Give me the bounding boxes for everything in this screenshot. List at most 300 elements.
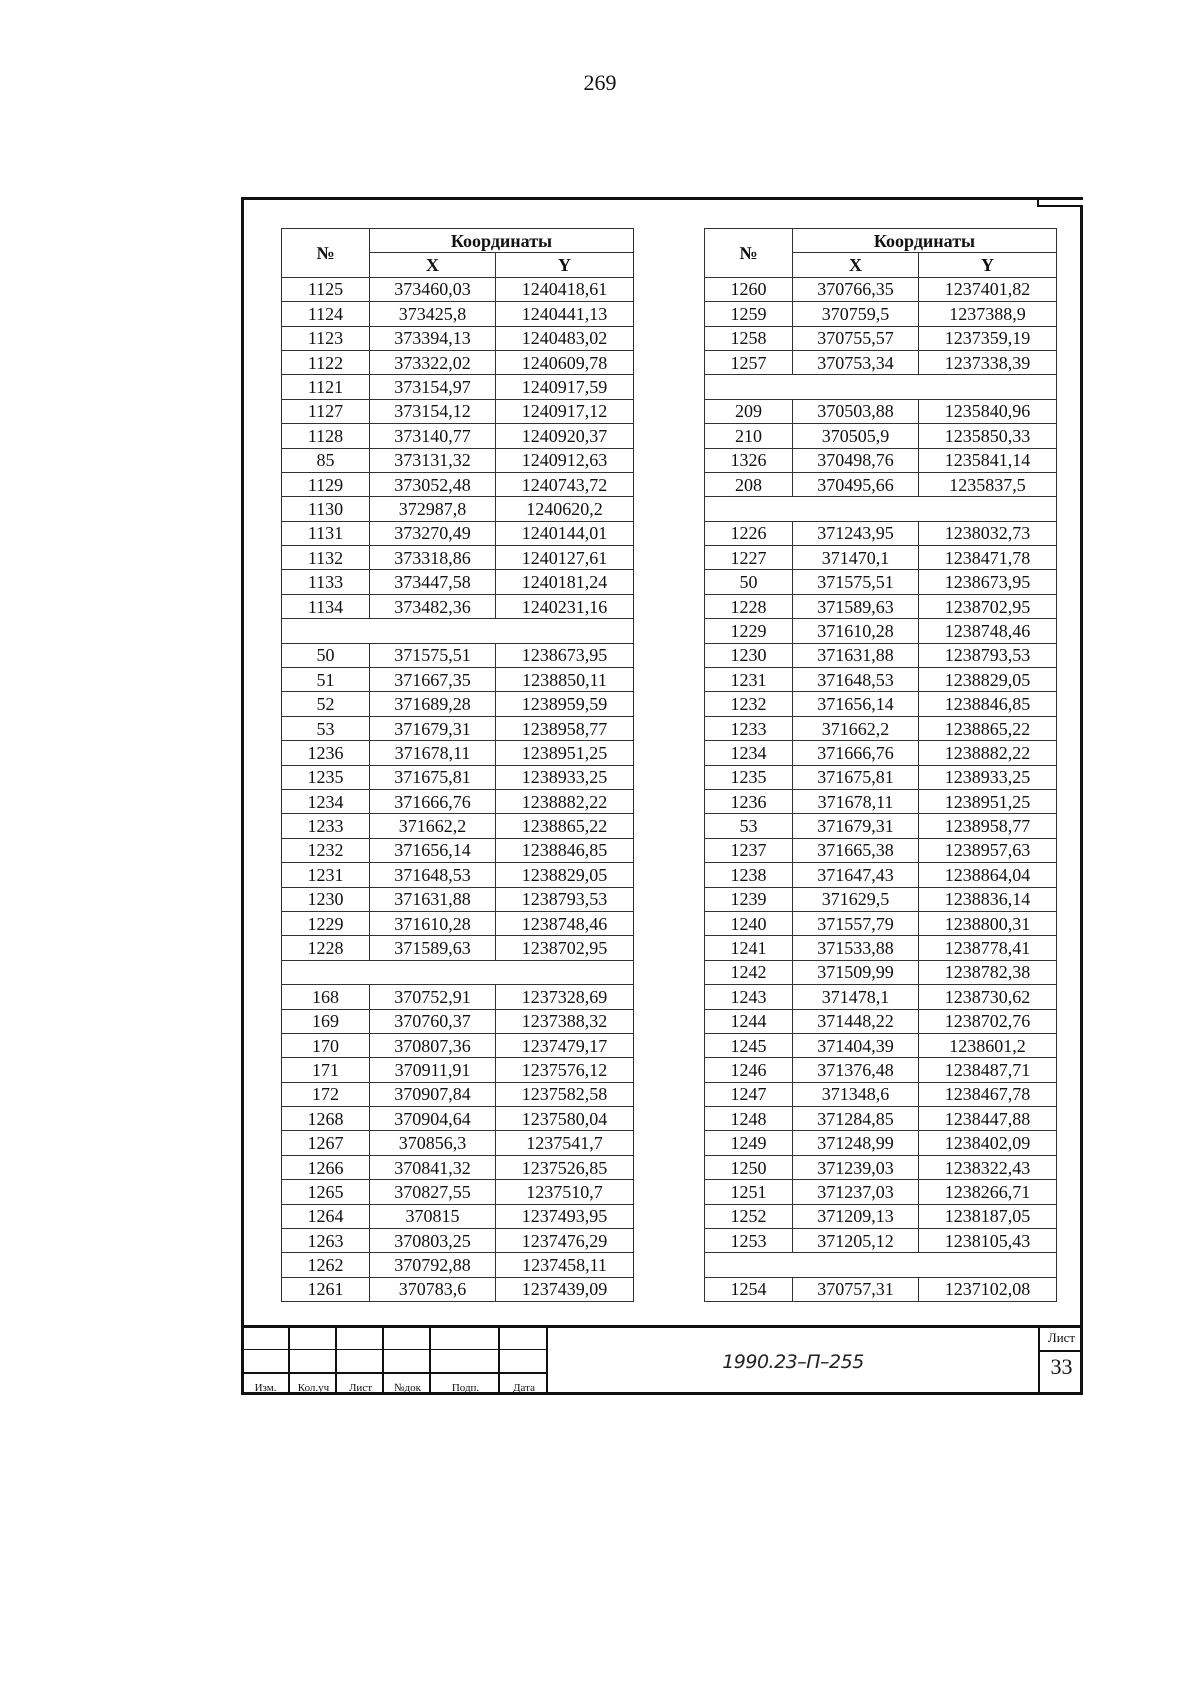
point-number-cell: 50: [705, 570, 793, 594]
separator-cell: [705, 1253, 1057, 1277]
point-number-cell: 1249: [705, 1131, 793, 1155]
point-number-cell: 1234: [705, 741, 793, 765]
point-number-cell: 168: [282, 985, 370, 1009]
point-number-cell: 1134: [282, 594, 370, 618]
y-cell: 1237328,69: [496, 985, 634, 1009]
frame-corner-tab: [1037, 197, 1083, 207]
point-number-cell: 52: [282, 692, 370, 716]
y-cell: 1237401,82: [919, 277, 1057, 301]
y-cell: 1240743,72: [496, 472, 634, 496]
y-cell: 1238836,14: [919, 887, 1057, 911]
point-number-cell: 1229: [705, 619, 793, 643]
x-cell: 370803,25: [370, 1229, 496, 1253]
point-number-cell: 53: [705, 814, 793, 838]
y-cell: 1238793,53: [496, 887, 634, 911]
x-cell: 371248,99: [793, 1131, 919, 1155]
y-cell: 1237476,29: [496, 1229, 634, 1253]
table-row: [282, 863, 634, 887]
y-cell: 1237388,9: [919, 302, 1057, 326]
y-cell: 1237580,04: [496, 1107, 634, 1131]
y-cell: 1238951,25: [496, 741, 634, 765]
x-cell: 373394,13: [370, 326, 496, 350]
point-number-cell: 1236: [705, 789, 793, 813]
x-cell: 371239,03: [793, 1155, 919, 1179]
y-cell: 1238748,46: [919, 619, 1057, 643]
x-cell: 370783,6: [370, 1277, 496, 1301]
y-cell: 1240231,16: [496, 594, 634, 618]
table-row: [282, 1180, 634, 1204]
table-row: [282, 472, 634, 496]
x-cell: 371243,95: [793, 521, 919, 545]
x-cell: 371648,53: [793, 668, 919, 692]
x-cell: 371470,1: [793, 546, 919, 570]
x-cell: 372987,8: [370, 497, 496, 521]
qty-label: Кол.уч: [297, 1382, 330, 1394]
table-row: [282, 399, 634, 423]
x-cell: 373140,77: [370, 424, 496, 448]
separator-cell: [282, 960, 634, 984]
table-row: [705, 399, 1057, 423]
table-row: [282, 350, 634, 374]
y-cell: 1238778,41: [919, 936, 1057, 960]
table-row: [282, 985, 634, 1009]
y-cell: 1237526,85: [496, 1155, 634, 1179]
table-row: [705, 1204, 1057, 1228]
y-cell: 1240483,02: [496, 326, 634, 350]
y-cell: 1240609,78: [496, 350, 634, 374]
x-cell: 371648,53: [370, 863, 496, 887]
point-number-cell: 1251: [705, 1180, 793, 1204]
point-number-cell: 1263: [282, 1229, 370, 1253]
coordinates-column-header: Координаты: [370, 229, 634, 253]
coordinates-column-header: Координаты: [793, 229, 1057, 253]
number-column-header: №: [705, 229, 793, 278]
y-cell: 1237541,7: [496, 1131, 634, 1155]
table-row: [705, 277, 1057, 301]
y-cell: 1237493,95: [496, 1204, 634, 1228]
sheet-col-label: Лист: [348, 1382, 373, 1394]
table-row: [282, 594, 634, 618]
x-cell: 371284,85: [793, 1107, 919, 1131]
y-cell: 1238447,88: [919, 1107, 1057, 1131]
table-row: [282, 326, 634, 350]
x-cell: 371509,99: [793, 960, 919, 984]
point-number-cell: 1128: [282, 424, 370, 448]
point-number-cell: 1240: [705, 911, 793, 935]
y-cell: 1238266,71: [919, 1180, 1057, 1204]
table-row: [282, 375, 634, 399]
point-number-cell: 1129: [282, 472, 370, 496]
table-row: [282, 1229, 634, 1253]
y-cell: 1235841,14: [919, 448, 1057, 472]
y-cell: 1237576,12: [496, 1058, 634, 1082]
table-row: [705, 302, 1057, 326]
x-cell: 373270,49: [370, 521, 496, 545]
x-cell: 370904,64: [370, 1107, 496, 1131]
y-cell: 1240920,37: [496, 424, 634, 448]
x-cell: 371589,63: [793, 594, 919, 618]
point-number-cell: 1254: [705, 1277, 793, 1301]
point-number-cell: 1121: [282, 375, 370, 399]
y-cell: 1238882,22: [919, 741, 1057, 765]
y-cell: 1235840,96: [919, 399, 1057, 423]
table-row: [705, 863, 1057, 887]
y-cell: 1240620,2: [496, 497, 634, 521]
table-row: [282, 1009, 634, 1033]
x-cell: 371675,81: [370, 765, 496, 789]
y-cell: 1238402,09: [919, 1131, 1057, 1155]
x-cell: 371205,12: [793, 1229, 919, 1253]
point-number-cell: 1237: [705, 838, 793, 862]
point-number-cell: 1253: [705, 1229, 793, 1253]
table-row: [282, 911, 634, 935]
x-cell: 371557,79: [793, 911, 919, 935]
table-row: [705, 1155, 1057, 1179]
table-row: [705, 1033, 1057, 1057]
y-cell: 1238829,05: [919, 668, 1057, 692]
y-cell: 1238958,77: [496, 716, 634, 740]
point-number-cell: 1244: [705, 1009, 793, 1033]
table-row: [282, 1155, 634, 1179]
y-cell: 1238846,85: [496, 838, 634, 862]
table-row: [282, 1277, 634, 1301]
x-cell: 371448,22: [793, 1009, 919, 1033]
table-separator-row: [705, 375, 1057, 399]
point-number-cell: 1229: [282, 911, 370, 935]
table-row: [705, 911, 1057, 935]
table-row: [705, 1180, 1057, 1204]
y-cell: 1238933,25: [496, 765, 634, 789]
table-row: [282, 936, 634, 960]
table-row: [282, 277, 634, 301]
x-cell: 371666,76: [793, 741, 919, 765]
x-cell: 371348,6: [793, 1082, 919, 1106]
y-cell: 1237388,32: [496, 1009, 634, 1033]
point-number-cell: 1231: [705, 668, 793, 692]
point-number-cell: 1125: [282, 277, 370, 301]
table-row: [282, 1107, 634, 1131]
x-cell: 371667,35: [370, 668, 496, 692]
point-number-cell: 1232: [705, 692, 793, 716]
x-cell: 371589,63: [370, 936, 496, 960]
x-cell: 371631,88: [370, 887, 496, 911]
table-row: [282, 1058, 634, 1082]
y-cell: 1238322,43: [919, 1155, 1057, 1179]
point-number-cell: 169: [282, 1009, 370, 1033]
point-number-cell: 1259: [705, 302, 793, 326]
x-cell: 373447,58: [370, 570, 496, 594]
x-cell: 371665,38: [793, 838, 919, 862]
x-cell: 370505,9: [793, 424, 919, 448]
y-cell: 1238957,63: [919, 838, 1057, 862]
x-cell: 371675,81: [793, 765, 919, 789]
x-cell: 373322,02: [370, 350, 496, 374]
y-cell: 1237510,7: [496, 1180, 634, 1204]
table-row: [705, 960, 1057, 984]
y-cell: 1238105,43: [919, 1229, 1057, 1253]
point-number-cell: 1132: [282, 546, 370, 570]
table-row: [705, 1009, 1057, 1033]
table-row: [705, 716, 1057, 740]
y-cell: 1238850,11: [496, 668, 634, 692]
table-row: [705, 1082, 1057, 1106]
x-cell: 370755,57: [793, 326, 919, 350]
point-number-cell: 1227: [705, 546, 793, 570]
coordinates-rows-right: [705, 277, 1057, 1301]
table-row: [282, 789, 634, 813]
y-cell: 1237479,17: [496, 1033, 634, 1057]
rev-label: Изм.: [254, 1382, 277, 1394]
point-number-cell: 1131: [282, 521, 370, 545]
point-number-cell: 53: [282, 716, 370, 740]
table-row: [705, 619, 1057, 643]
point-number-cell: 1231: [282, 863, 370, 887]
table-row: [705, 594, 1057, 618]
table-row: [282, 448, 634, 472]
table-row: [705, 985, 1057, 1009]
sheet-number: 33: [1050, 1354, 1073, 1379]
table-row: [705, 692, 1057, 716]
x-cell: 371209,13: [793, 1204, 919, 1228]
x-cell: 373131,32: [370, 448, 496, 472]
x-cell: 371575,51: [793, 570, 919, 594]
y-cell: 1238958,77: [919, 814, 1057, 838]
x-cell: 373425,8: [370, 302, 496, 326]
y-cell: 1238865,22: [496, 814, 634, 838]
point-number-cell: 1226: [705, 521, 793, 545]
point-number-cell: 1258: [705, 326, 793, 350]
x-cell: 373318,86: [370, 546, 496, 570]
table-row: [282, 887, 634, 911]
x-cell: 371656,14: [370, 838, 496, 862]
sheet-number-box: [1038, 1328, 1083, 1395]
y-cell: 1240441,13: [496, 302, 634, 326]
table-row: [282, 1204, 634, 1228]
y-cell: 1238187,05: [919, 1204, 1057, 1228]
table-row: [282, 546, 634, 570]
x-cell: 371662,2: [370, 814, 496, 838]
y-cell: 1240917,12: [496, 399, 634, 423]
table-row: [282, 716, 634, 740]
table-row: [705, 838, 1057, 862]
x-cell: 370856,3: [370, 1131, 496, 1155]
point-number-cell: 1233: [282, 814, 370, 838]
point-number-cell: 1268: [282, 1107, 370, 1131]
point-number-cell: 1130: [282, 497, 370, 521]
table-row: [282, 424, 634, 448]
table-separator-row: [705, 1253, 1057, 1277]
y-cell: 1238865,22: [919, 716, 1057, 740]
drawing-sheet-frame: [241, 197, 1083, 1395]
point-number-cell: 1247: [705, 1082, 793, 1106]
x-cell: 373154,12: [370, 399, 496, 423]
x-cell: 370815: [370, 1204, 496, 1228]
point-number-cell: 1265: [282, 1180, 370, 1204]
y-cell: 1240912,63: [496, 448, 634, 472]
point-number-cell: 1235: [282, 765, 370, 789]
table-row: [282, 570, 634, 594]
y-cell: 1238673,95: [919, 570, 1057, 594]
x-cell: 370759,5: [793, 302, 919, 326]
y-cell: 1238601,2: [919, 1033, 1057, 1057]
point-number-cell: 1264: [282, 1204, 370, 1228]
y-cell: 1238032,73: [919, 521, 1057, 545]
x-cell: 371610,28: [793, 619, 919, 643]
point-number-cell: 85: [282, 448, 370, 472]
title-block: [241, 1325, 1083, 1395]
y-cell: 1238793,53: [919, 643, 1057, 667]
x-cell: 370807,36: [370, 1033, 496, 1057]
point-number-cell: 1243: [705, 985, 793, 1009]
point-number-cell: 209: [705, 399, 793, 423]
table-row: [282, 765, 634, 789]
y-cell: 1237439,09: [496, 1277, 634, 1301]
x-column-header: X: [370, 253, 496, 277]
point-number-cell: 1326: [705, 448, 793, 472]
x-cell: 371679,31: [793, 814, 919, 838]
table-row: [705, 424, 1057, 448]
y-cell: 1238730,62: [919, 985, 1057, 1009]
table-row: [705, 350, 1057, 374]
coordinates-table-left: [281, 228, 634, 1302]
x-cell: 371575,51: [370, 643, 496, 667]
x-cell: 371404,39: [793, 1033, 919, 1057]
x-cell: 371647,43: [793, 863, 919, 887]
table-row: [705, 1107, 1057, 1131]
x-cell: 371533,88: [793, 936, 919, 960]
point-number-cell: 1232: [282, 838, 370, 862]
table-row: [705, 448, 1057, 472]
y-cell: 1238782,38: [919, 960, 1057, 984]
y-cell: 1240418,61: [496, 277, 634, 301]
table-row: [282, 838, 634, 862]
x-cell: 370911,91: [370, 1058, 496, 1082]
table-row: [705, 765, 1057, 789]
table-row: [282, 1082, 634, 1106]
table-separator-row: [282, 960, 634, 984]
point-number-cell: 1123: [282, 326, 370, 350]
y-cell: 1237582,58: [496, 1082, 634, 1106]
page-number: 269: [583, 70, 617, 95]
y-cell: 1237102,08: [919, 1277, 1057, 1301]
point-number-cell: 1266: [282, 1155, 370, 1179]
table-row: [705, 936, 1057, 960]
table-row: [282, 643, 634, 667]
table-row: [705, 1058, 1057, 1082]
y-cell: 1238467,78: [919, 1082, 1057, 1106]
x-cell: 370827,55: [370, 1180, 496, 1204]
point-number-cell: 1234: [282, 789, 370, 813]
table-row: [705, 546, 1057, 570]
x-cell: 371478,1: [793, 985, 919, 1009]
y-cell: 1238951,25: [919, 789, 1057, 813]
point-number-cell: 1228: [282, 936, 370, 960]
table-separator-row: [282, 619, 634, 643]
point-number-cell: 1260: [705, 277, 793, 301]
point-number-cell: 1262: [282, 1253, 370, 1277]
x-cell: 370495,66: [793, 472, 919, 496]
separator-cell: [282, 619, 634, 643]
point-number-cell: 1245: [705, 1033, 793, 1057]
table-row: [705, 472, 1057, 496]
point-number-cell: 1235: [705, 765, 793, 789]
point-number-cell: 208: [705, 472, 793, 496]
x-cell: 371678,11: [370, 741, 496, 765]
table-row: [705, 521, 1057, 545]
y-cell: 1238702,95: [496, 936, 634, 960]
point-number-cell: 1261: [282, 1277, 370, 1301]
y-column-header: Y: [496, 253, 634, 277]
x-cell: 370841,32: [370, 1155, 496, 1179]
x-cell: 370792,88: [370, 1253, 496, 1277]
x-cell: 371237,03: [793, 1180, 919, 1204]
x-cell: 371631,88: [793, 643, 919, 667]
x-cell: 371679,31: [370, 716, 496, 740]
y-cell: 1235837,5: [919, 472, 1057, 496]
y-cell: 1238882,22: [496, 789, 634, 813]
table-row: [705, 1131, 1057, 1155]
point-number-cell: 51: [282, 668, 370, 692]
point-number-cell: 1238: [705, 863, 793, 887]
x-cell: 373460,03: [370, 277, 496, 301]
table-row: [705, 643, 1057, 667]
y-cell: 1240181,24: [496, 570, 634, 594]
point-number-cell: 1242: [705, 960, 793, 984]
point-number-cell: 50: [282, 643, 370, 667]
number-column-header: №: [282, 229, 370, 278]
point-number-cell: 1252: [705, 1204, 793, 1228]
x-cell: 371678,11: [793, 789, 919, 813]
x-cell: 371689,28: [370, 692, 496, 716]
document-code: 1990.23–П–255: [722, 1350, 864, 1373]
y-cell: 1238471,78: [919, 546, 1057, 570]
point-number-cell: 1250: [705, 1155, 793, 1179]
table-row: [705, 1277, 1057, 1301]
point-number-cell: 1127: [282, 399, 370, 423]
sheet-label: Лист: [1040, 1330, 1083, 1352]
y-cell: 1238702,76: [919, 1009, 1057, 1033]
x-cell: 371376,48: [793, 1058, 919, 1082]
y-cell: 1240144,01: [496, 521, 634, 545]
x-cell: 370752,91: [370, 985, 496, 1009]
x-cell: 371666,76: [370, 789, 496, 813]
point-number-cell: 210: [705, 424, 793, 448]
x-cell: 371662,2: [793, 716, 919, 740]
signature-label: Подп.: [451, 1382, 480, 1394]
table-row: [282, 814, 634, 838]
x-cell: 370907,84: [370, 1082, 496, 1106]
point-number-cell: 172: [282, 1082, 370, 1106]
x-cell: 371610,28: [370, 911, 496, 935]
x-cell: 373154,97: [370, 375, 496, 399]
y-cell: 1238959,59: [496, 692, 634, 716]
point-number-cell: 1233: [705, 716, 793, 740]
table-separator-row: [705, 497, 1057, 521]
point-number-cell: 1124: [282, 302, 370, 326]
y-cell: 1238800,31: [919, 911, 1057, 935]
point-number-cell: 1122: [282, 350, 370, 374]
table-row: [282, 1033, 634, 1057]
table-row: [282, 521, 634, 545]
table-row: [282, 692, 634, 716]
y-cell: 1238748,46: [496, 911, 634, 935]
y-cell: 1235850,33: [919, 424, 1057, 448]
x-cell: 370757,31: [793, 1277, 919, 1301]
y-cell: 1238846,85: [919, 692, 1057, 716]
table-row: [282, 302, 634, 326]
x-column-header: X: [793, 253, 919, 277]
date-label: Дата: [513, 1382, 535, 1394]
